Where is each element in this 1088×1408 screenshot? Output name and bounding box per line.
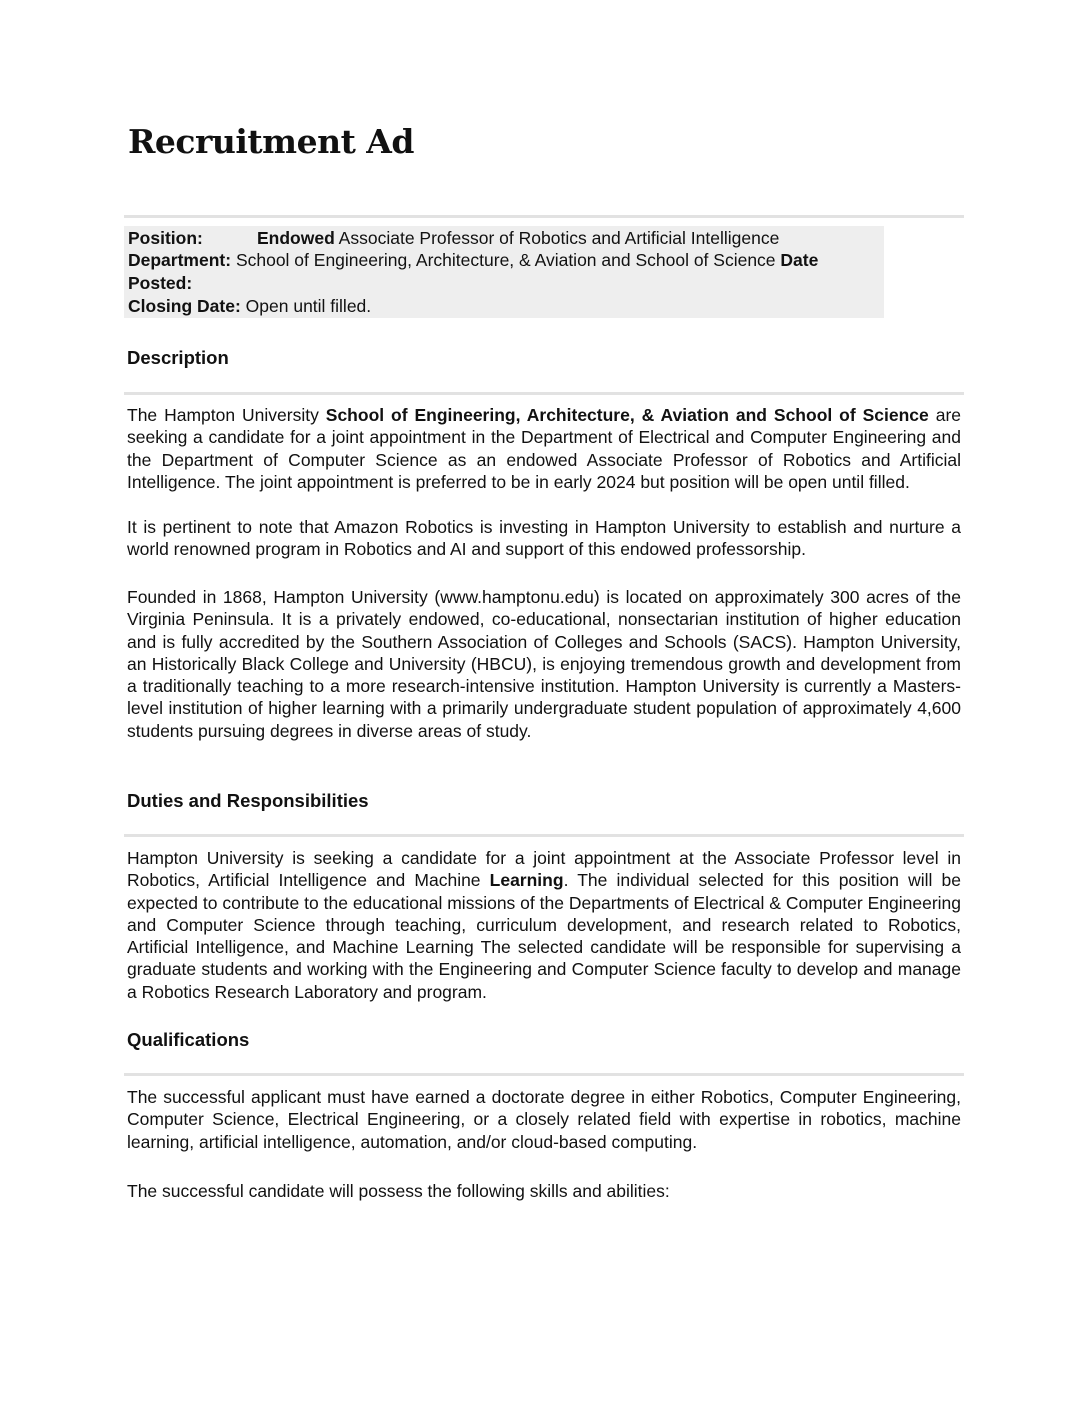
closing-date-label: Closing Date: (128, 296, 241, 316)
position-label: Position: (128, 228, 203, 248)
text-run-bold: School of Engineering, Architecture, & Aviation and School of Science (325, 405, 929, 425)
divider (124, 834, 964, 837)
closing-date-line (128, 295, 371, 317)
text-run-bold: Learning (489, 870, 564, 891)
text-run: are seeking a candidate for a joint appointment in the Department of Electrical and Computer Engineering and the Department of Computer Science as an endowed Associate Professor of Robotics and Artificial Intelligence. The joint appointment is preferred to be in early 2024 but position will be open until filled. (127, 405, 962, 492)
duties-paragraph (127, 847, 961, 1003)
department-line (128, 249, 818, 271)
divider (124, 1073, 964, 1076)
position-line (128, 227, 779, 249)
text-run: The Hampton University (127, 405, 326, 425)
qualifications-paragraph-2: The successful candidate will possess the following skills and abilities: (127, 1181, 670, 1201)
text-run: . The individual selected for this position will be expected to contribute to the educational missions of the Departments of Electrical & Computer Engineering and Computer Science through teaching, curriculum development, and research related to Robotics, Artificial Intelligence, and Machine Learning The selected candidate will be responsible for supervising a graduate students and working with the Engineering and Computer Science faculty to develop and manage a Robotics Research Laboratory and program. (127, 870, 961, 1002)
text-run: Hampton University is seeking a candidate for a joint appointment at the Associate Professor level in Robotics, Artificial Intelligence and Machine (127, 848, 961, 891)
position-bold: Endowed (257, 228, 335, 248)
date-posted-label-b: Posted: (128, 273, 193, 293)
divider (124, 215, 964, 218)
description-paragraph-1 (127, 404, 961, 493)
closing-date-value: Open until filled. (240, 296, 372, 316)
page-title: Recruitment Ad (128, 122, 414, 161)
description-paragraph-3: Founded in 1868, Hampton University (www.hamptonu.edu) is located on approximately 300 acres of the Virginia Peninsula. It is a privately endowed, co-educational, nonsectarian institution of higher education and is fully accredited by the Southern Association of Colleges and Schools (SACS). Hampton University, an Historically Black College and University (HBCU), is enjoying tremendous growth and development from a traditionally teaching to a more research-intensive institution. Hampton University is currently a Masters-level institution of higher learning with a primarily undergraduate student population of approximately 4,600 students pursuing degrees in diverse areas of study. (127, 587, 961, 741)
department-label: Department: (128, 250, 232, 270)
description-paragraph-2: It is pertinent to note that Amazon Robotics is investing in Hampton University to establish and nurture a world renowned program in Robotics and AI and support of this endowed professorship. (127, 517, 961, 560)
duties-heading: Duties and Responsibilities (127, 790, 369, 811)
qualifications-paragraph-1: The successful applicant must have earned a doctorate degree in either Robotics, Computer Engineering, Computer Science, Electrical Engineering, or a closely related field with expertise in robotics, machine learning, artificial intelligence, automation, and/or cloud-based computing. (127, 1087, 961, 1152)
department-value: School of Engineering, Architecture, & Aviation and School of Science (231, 250, 781, 270)
date-posted-label-a: Date (780, 250, 819, 270)
description-heading: Description (127, 347, 229, 368)
divider (124, 392, 964, 395)
qualifications-heading: Qualifications (127, 1029, 250, 1050)
date-posted-line (128, 272, 192, 294)
position-value: Associate Professor of Robotics and Artificial Intelligence (334, 228, 780, 248)
